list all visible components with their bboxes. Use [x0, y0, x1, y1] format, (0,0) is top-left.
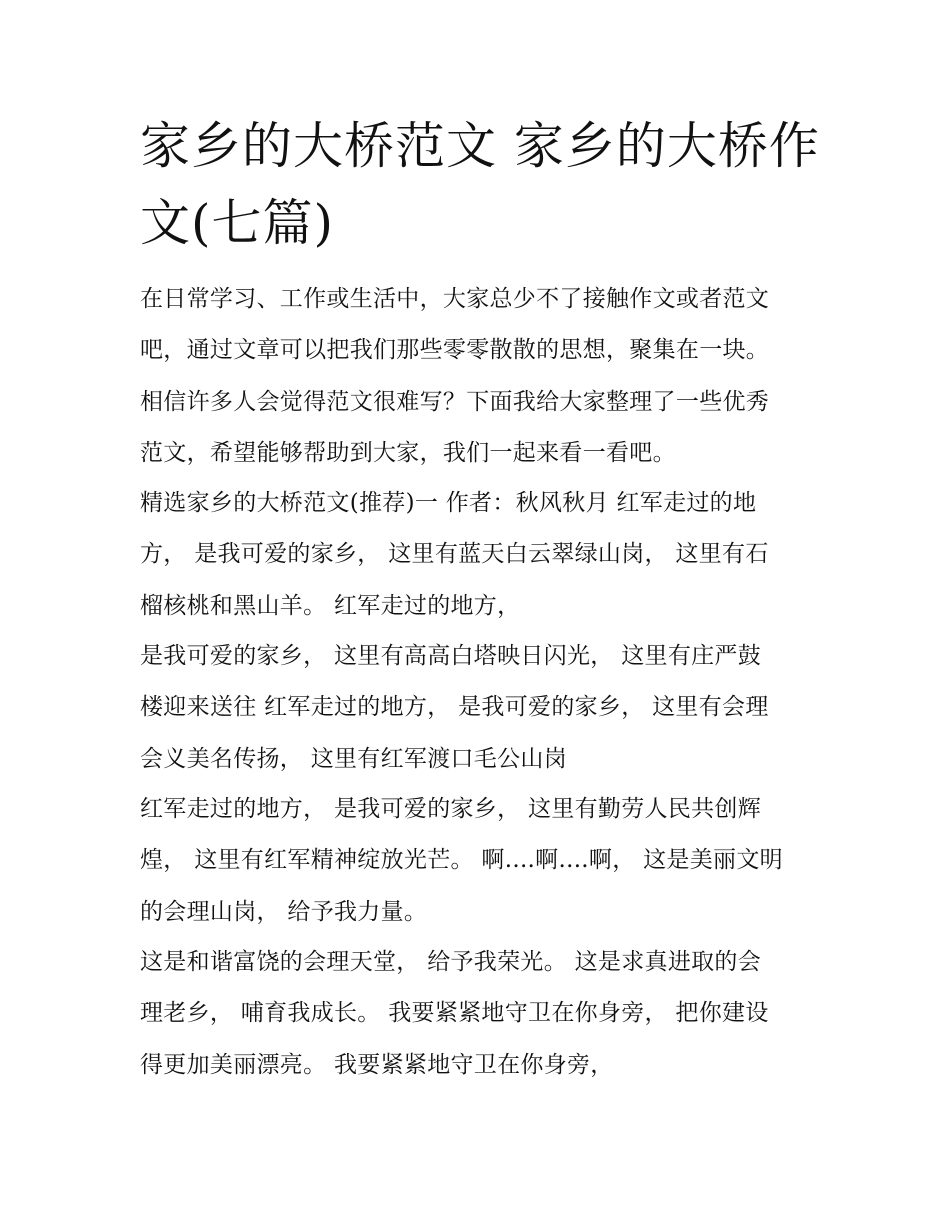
paragraph-line: 精选家乡的大桥范文(推荐)一 作者：秋风秋月 红军走过的地 [140, 490, 757, 516]
paragraph-line: 相信许多人会觉得范文很难写？下面我给大家整理了一些优秀 [140, 388, 770, 415]
paragraph-line: 会义美名传扬， 这里有红军渡口毛公山岗 [140, 745, 568, 772]
essay-paragraph-3 [140, 784, 820, 938]
paragraph-line: 在日常学习、工作或生活中，大家总少不了接触作文或者范文 [140, 286, 770, 312]
paragraph-line: 是我可爱的家乡， 这里有高高白塔映日闪光， 这里有庄严鼓 [140, 643, 762, 669]
essay-paragraph-4 [140, 937, 820, 1091]
title-line-1: 家乡的大桥范文 家乡的大桥作 [140, 117, 820, 175]
paragraph-line: 得更加美丽漂亮。 我要紧紧地守卫在你身旁， [140, 1051, 614, 1078]
paragraph-line: 范文，希望能够帮助到大家，我们一起来看一看吧。 [140, 439, 676, 466]
paragraph-line: 的会理山岗， 给予我力量。 [140, 898, 428, 925]
essay-paragraph-2 [140, 631, 820, 785]
paragraph-line: 榴核桃和黑山羊。 红军走过的地方， [140, 592, 521, 619]
paragraph-line: 红军走过的地方， 是我可爱的家乡， 这里有勤劳人民共创辉 [140, 796, 762, 822]
paragraph-line: 煌， 这里有红军精神绽放光芒。 啊....啊....啊， 这是美丽文明 [140, 847, 783, 874]
paragraph-line: 方， 是我可爱的家乡， 这里有蓝天白云翠绿山岗， 这里有石 [140, 541, 769, 568]
paragraph-line: 理老乡， 哺育我成长。 我要紧紧地守卫在你身旁， 把你建设 [140, 1000, 769, 1027]
title-line-2: 文(七篇) [140, 194, 335, 252]
paragraph-line: 吧，通过文章可以把我们那些零零散散的思想，聚集在一块。 [140, 337, 770, 364]
intro-paragraph [140, 274, 820, 479]
paragraph-line: 楼迎来送往 红军走过的地方， 是我可爱的家乡， 这里有会理 [140, 694, 769, 721]
paragraph-line: 这是和谐富饶的会理天堂， 给予我荣光。 这是求真进取的会 [140, 949, 762, 975]
essay-paragraph-1 [140, 478, 820, 632]
document-title [140, 108, 820, 262]
